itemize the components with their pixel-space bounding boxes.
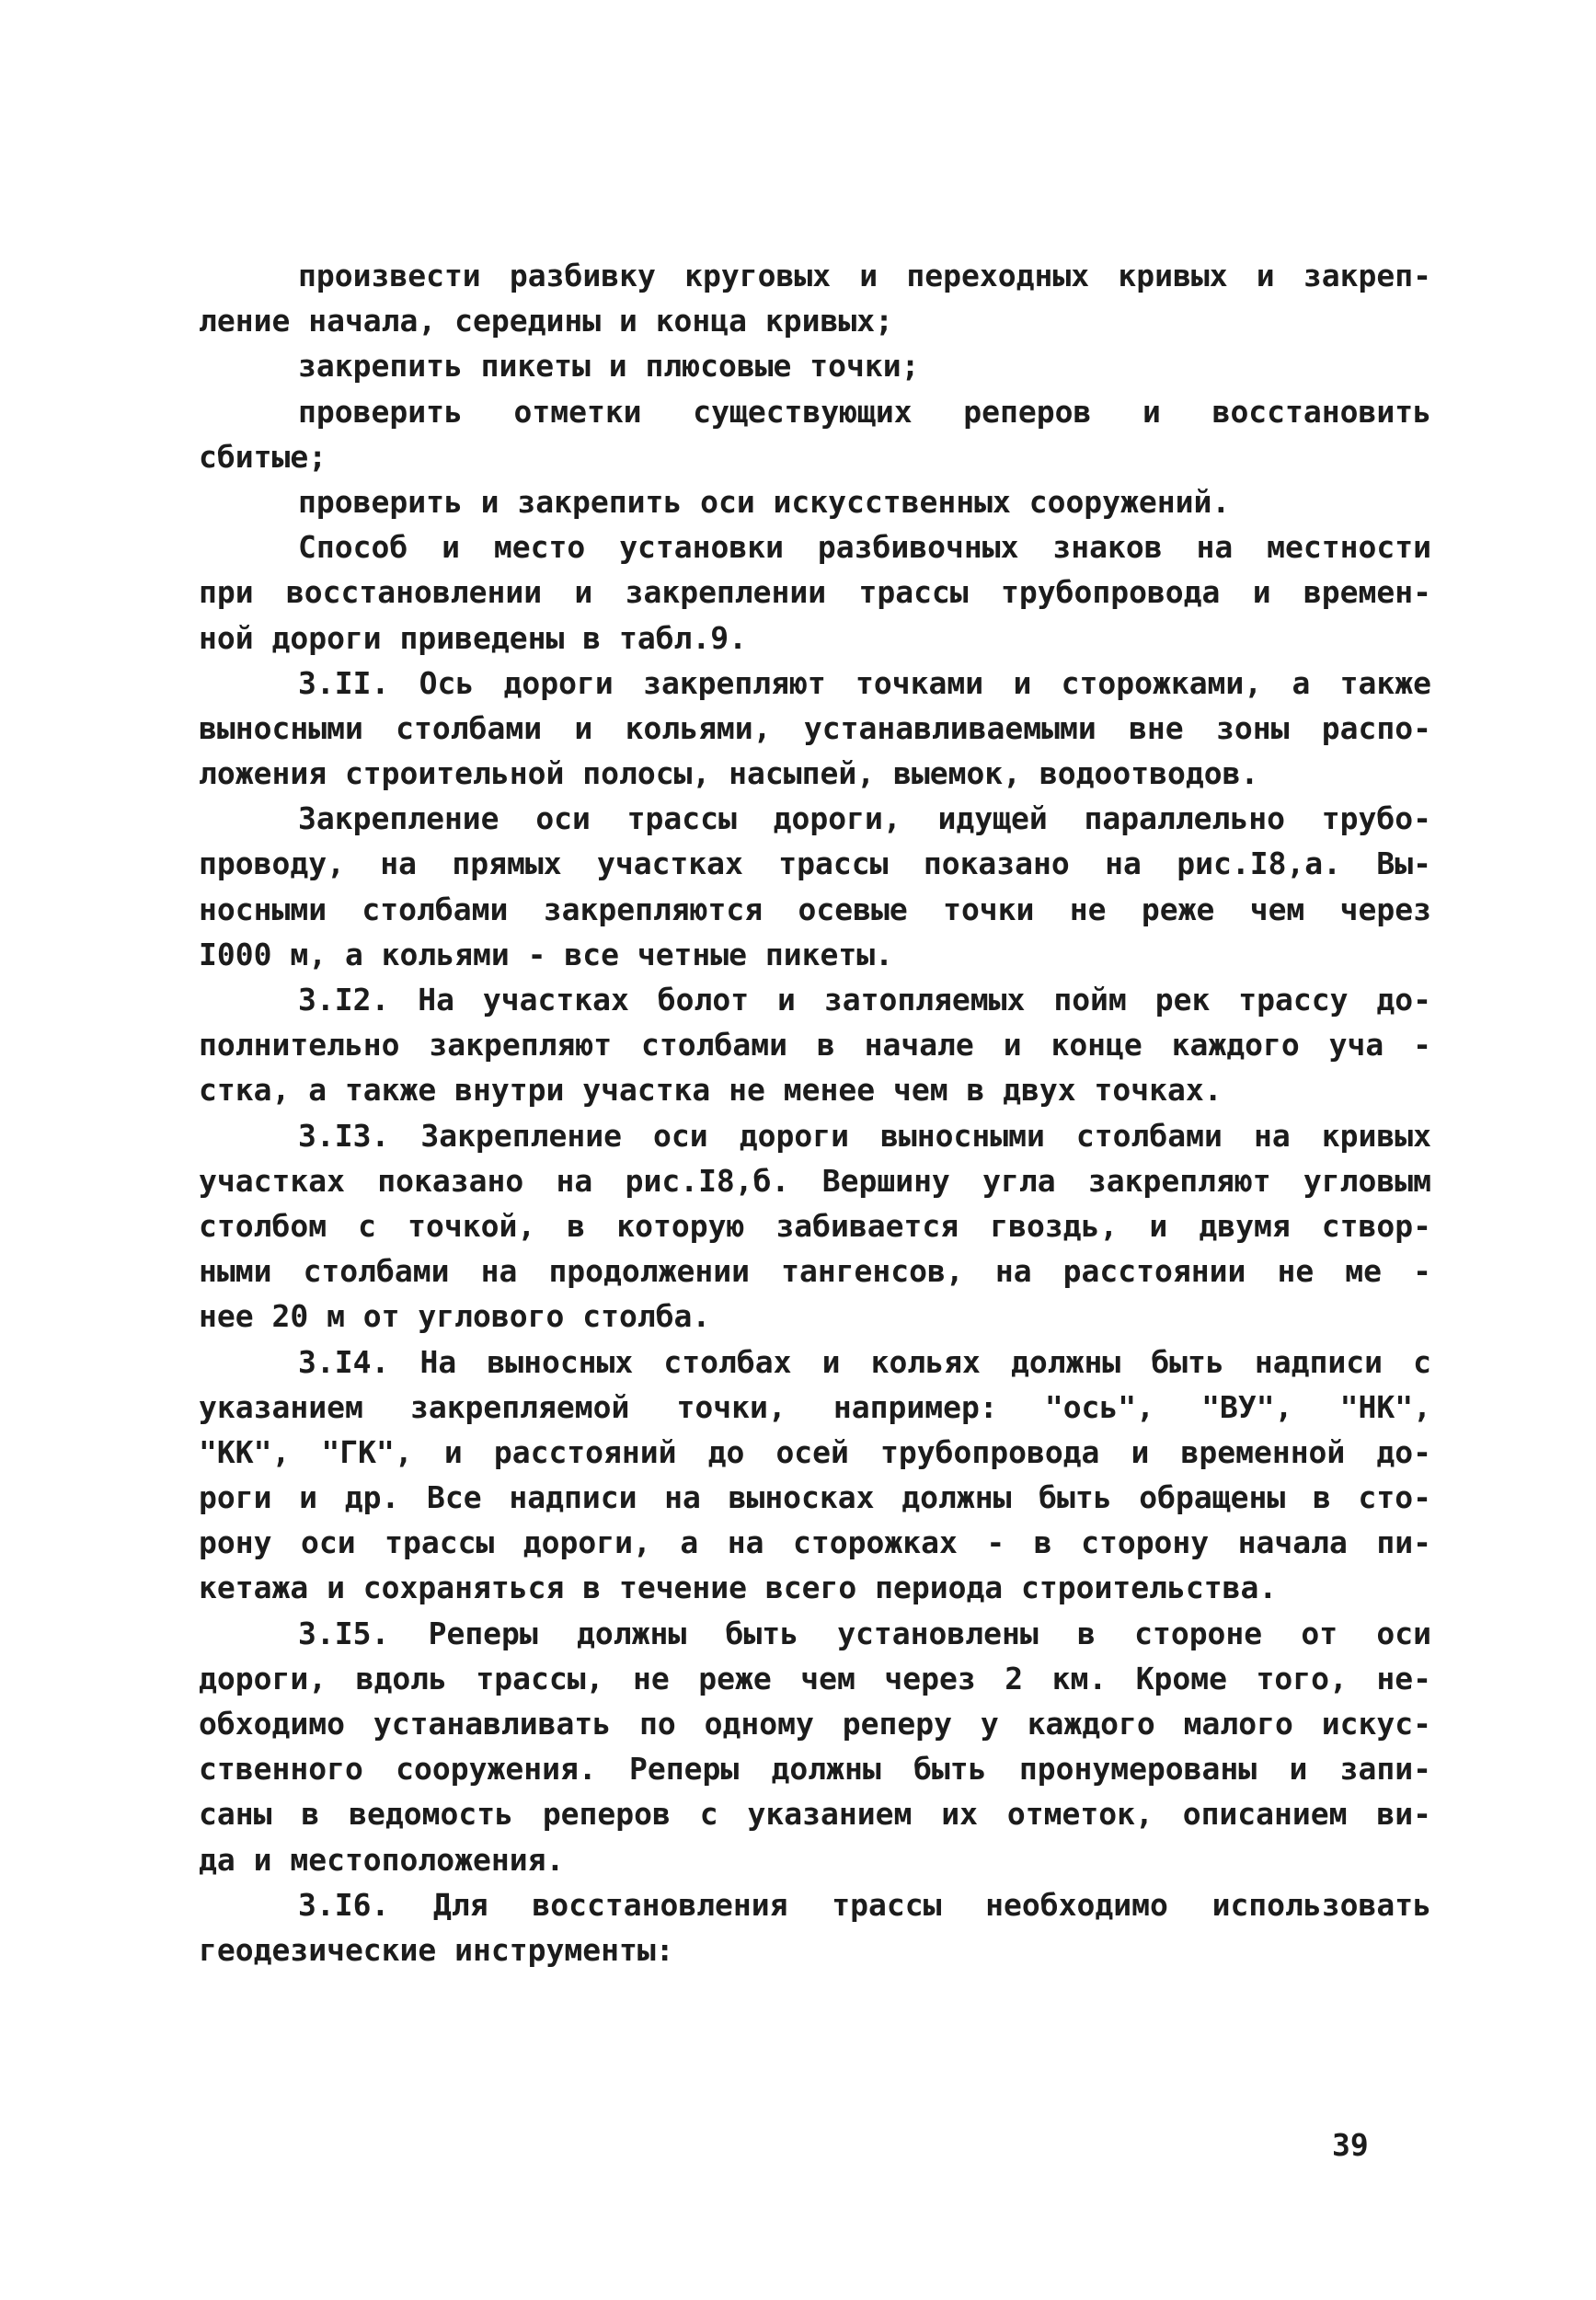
text-line: 3.I4. На выносных столбах и кольях должны быть надписи с [298, 1343, 1431, 1380]
text-line: Закрепление оси трассы дороги, идущей параллельно трубо- [298, 800, 1431, 837]
text-line: полнительно закрепляют столбами в начале и конце каждого уча - [199, 1027, 1431, 1064]
text-line: проверить отметки существующих реперов и восстановить [298, 393, 1431, 430]
text-line: I000 м, а кольями - все четные пикеты. [199, 936, 893, 972]
text-line: проверить и закрепить оси искусственных сооружений. [298, 483, 1231, 520]
text-line: саны в ведомость реперов с указанием их отметок, описанием ви- [199, 1796, 1431, 1833]
text-line: указанием закрепляемой точки, например: "ось", "ВУ", "НК", [199, 1388, 1431, 1425]
text-line: ными столбами на продолжении тангенсов, на расстоянии не ме - [199, 1253, 1431, 1290]
text-line: кетажа и сохраняться в течение всего периода строительства. [199, 1570, 1278, 1606]
text-line: ственного сооружения. Реперы должны быть пронумерованы и запи- [199, 1751, 1431, 1788]
text-line: нее 20 м от углового столба. [199, 1298, 711, 1335]
text-line: 3.I2. На участках болот и затопляемых пойм рек трассу до- [298, 982, 1431, 1018]
text-line: ной дороги приведены в табл.9. [199, 619, 748, 656]
text-line: дороги, вдоль трассы, не реже чем через 2 км. Кроме того, не- [199, 1660, 1431, 1696]
text-line: геодезические инструменты: [199, 1931, 674, 1968]
text-line: 3.I3. Закрепление оси дороги выносными столбами на кривых [298, 1117, 1431, 1154]
text-line: "КК", "ГК", и расстояний до осей трубопровода и временной до- [199, 1433, 1431, 1470]
text-line: 3.II. Ось дороги закрепляют точками и сторожками, а также [298, 664, 1431, 701]
text-line: при восстановлении и закреплении трассы трубопровода и времен- [199, 574, 1431, 611]
text-line: произвести разбивку круговых и переходных кривых и закреп- [298, 258, 1431, 293]
text-line: сбитые; [199, 438, 327, 475]
text-line: да и местоположения. [199, 1841, 565, 1878]
text-line: Способ и место установки разбивочных знаков на местности [298, 529, 1431, 566]
text-line: участках показано на рис.I8,б. Вершину угла закрепляют угловым [199, 1162, 1431, 1199]
text-line: проводу, на прямых участках трассы показано на рис.I8,а. Вы- [199, 845, 1431, 882]
text-line: рону оси трассы дороги, а на сторожках - в сторону начала пи- [199, 1524, 1431, 1561]
text-line: обходимо устанавливать по одному реперу у каждого малого искус- [199, 1706, 1431, 1742]
text-line: выносными столбами и кольями, устанавливаемыми вне зоны распо- [199, 709, 1431, 746]
text-line: закрепить пикеты и плюсовые точки; [298, 348, 920, 385]
body-text [199, 253, 1431, 1972]
text-line: носными столбами закрепляются осевые точки не реже чем через [199, 891, 1431, 927]
text-line: ление начала, середины и конца кривых; [199, 303, 893, 339]
text-line: 3.I5. Реперы должны быть установлены в стороне от оси [298, 1615, 1431, 1651]
text-line: ложения строительной полосы, насыпей, выемок, водоотводов. [199, 755, 1259, 792]
text-line: роги и др. Все надписи на выносках должны быть обращены в сто- [199, 1479, 1431, 1516]
text-line: стка, а также внутри участка не менее чем в двух точках. [199, 1072, 1223, 1109]
text-line: столбом с точкой, в которую забивается гвоздь, и двумя створ- [199, 1207, 1431, 1244]
text-line: 3.I6. Для восстановления трассы необходимо использовать [298, 1886, 1431, 1923]
page-number: 39 [1332, 2127, 1369, 2163]
